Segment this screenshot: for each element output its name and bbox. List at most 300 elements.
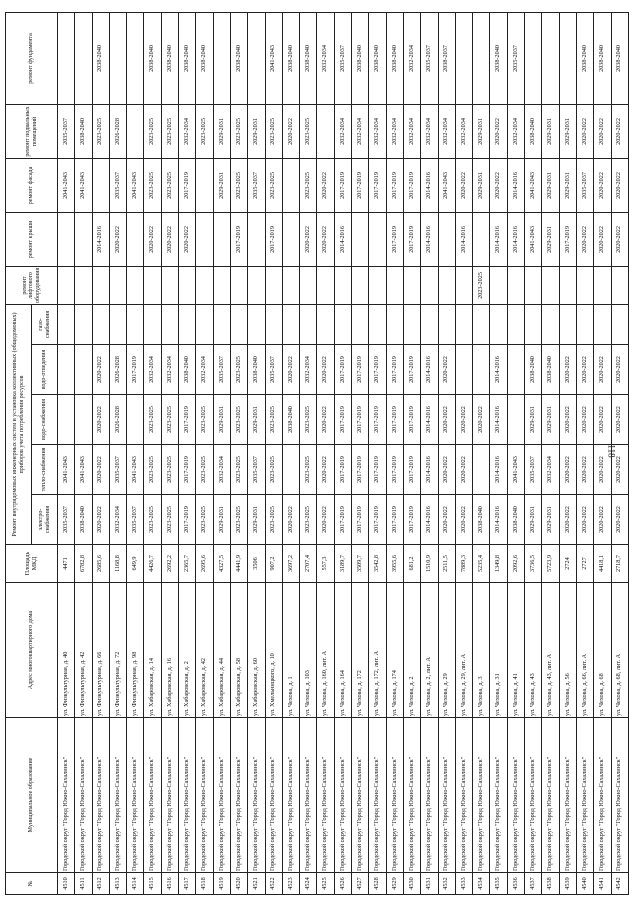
roof-cell: 2014-2016 <box>92 212 109 266</box>
roof-cell <box>352 212 369 266</box>
electric-cell: 2017-2019 <box>334 495 351 545</box>
area-cell: 681,2 <box>403 545 420 583</box>
sewer-cell: 2032-2034 <box>144 345 161 395</box>
table-row <box>109 12 126 894</box>
elevator-cell <box>92 266 109 304</box>
gas-cell <box>282 304 299 344</box>
electric-cell: 2038-2040 <box>473 495 490 545</box>
electric-cell: 2023-2025 <box>300 495 317 545</box>
water-cell: 2026-2028 <box>109 395 126 445</box>
header-area: Площадь МКД <box>6 545 58 583</box>
gas-cell <box>611 304 628 344</box>
roof-cell: 2020-2022 <box>179 212 196 266</box>
electric-cell: 2035-2037 <box>58 495 75 545</box>
elevator-cell <box>196 266 213 304</box>
basement-cell: 2029-2031 <box>213 104 230 158</box>
facade-cell: 2020-2022 <box>317 158 334 212</box>
area-cell: 3189,7 <box>334 545 351 583</box>
sewer-cell: 2020-2022 <box>92 345 109 395</box>
basement-cell <box>317 104 334 158</box>
area-cell: 7889,3 <box>455 545 472 583</box>
water-cell <box>507 395 524 445</box>
header-municipality: Муниципальное образование <box>6 718 58 873</box>
facade-cell: 2017-2019 <box>179 158 196 212</box>
electric-cell: 2017-2019 <box>369 495 386 545</box>
area-cell: 2727 <box>576 545 593 583</box>
address-cell: ул. Чехова, д. 172 <box>352 583 369 718</box>
heat-cell: 2041-2043 <box>507 445 524 495</box>
address-cell: ул. Чехова, д. 29 <box>438 583 455 718</box>
foundation-cell: 2041-2043 <box>265 12 282 104</box>
foundation-cell <box>58 12 75 104</box>
electric-cell: 2023-2025 <box>161 495 178 545</box>
table-row <box>421 12 438 894</box>
table-row <box>317 12 334 894</box>
elevator-cell <box>109 266 126 304</box>
electric-cell: 2029-2031 <box>525 495 542 545</box>
facade-cell: 2023-2025 <box>144 158 161 212</box>
municipality-cell: Городской округ "Город Южно-Сахалинск" <box>161 718 178 873</box>
row-number: 4534 <box>473 873 490 895</box>
table-row <box>282 12 299 894</box>
heat-cell: 2020-2022 <box>438 445 455 495</box>
area-cell: 1349,8 <box>490 545 507 583</box>
table-row <box>179 12 196 894</box>
sewer-cell: 2020-2022 <box>594 345 611 395</box>
elevator-cell <box>611 266 628 304</box>
gas-cell <box>594 304 611 344</box>
area-cell: 907,2 <box>265 545 282 583</box>
facade-cell: 2035-2037 <box>109 158 126 212</box>
foundation-cell <box>559 12 576 104</box>
row-number: 4529 <box>386 873 403 895</box>
gas-cell <box>403 304 420 344</box>
gas-cell <box>75 304 92 344</box>
address-cell: ул. Хабаровская, д. 2 <box>179 583 196 718</box>
elevator-cell <box>230 266 247 304</box>
facade-cell: 2017-2019 <box>334 158 351 212</box>
roof-cell <box>248 212 265 266</box>
gas-cell <box>507 304 524 344</box>
basement-cell: 2029-2031 <box>473 104 490 158</box>
heat-cell <box>282 445 299 495</box>
municipality-cell: Городской округ "Город Южно-Сахалинск" <box>282 718 299 873</box>
electric-cell: 2020-2022 <box>455 495 472 545</box>
area-cell: 2707,4 <box>300 545 317 583</box>
sewer-cell <box>58 345 75 395</box>
foundation-cell: 2032-2034 <box>317 12 334 104</box>
heat-cell: 2017-2019 <box>369 445 386 495</box>
water-cell: 2023-2025 <box>300 395 317 445</box>
basement-cell: 2032-2034 <box>403 104 420 158</box>
heat-cell: 2020-2022 <box>455 445 472 495</box>
water-cell: 2020-2022 <box>455 395 472 445</box>
address-cell: ул. Хабаровская, д. 16 <box>161 583 178 718</box>
facade-cell: 2020-2022 <box>490 158 507 212</box>
gas-cell <box>58 304 75 344</box>
row-number: 4528 <box>369 873 386 895</box>
row-number: 4523 <box>282 873 299 895</box>
area-cell: 3506 <box>248 545 265 583</box>
electric-cell: 2017-2019 <box>403 495 420 545</box>
elevator-cell <box>525 266 542 304</box>
electric-cell: 2023-2025 <box>230 495 247 545</box>
row-number: 4526 <box>334 873 351 895</box>
table-row <box>490 12 507 894</box>
area-cell: 2092,6 <box>507 545 524 583</box>
row-number: 4532 <box>438 873 455 895</box>
area-cell: 2718,7 <box>611 545 628 583</box>
municipality-cell: Городской округ "Город Южно-Сахалинск" <box>611 718 628 873</box>
row-number: 4515 <box>144 873 161 895</box>
sewer-cell: 2020-2022 <box>317 345 334 395</box>
table-row <box>352 12 369 894</box>
gas-cell <box>473 304 490 344</box>
water-cell: 2023-2025 <box>196 395 213 445</box>
row-number: 4516 <box>161 873 178 895</box>
facade-cell: 2014-2016 <box>421 158 438 212</box>
elevator-cell <box>179 266 196 304</box>
facade-cell: 2014-2016 <box>507 158 524 212</box>
foundation-cell <box>542 12 559 104</box>
address-cell: ул. Чехова, д. 160, лит. А <box>317 583 334 718</box>
gas-cell <box>265 304 282 344</box>
heat-cell: 2023-2025 <box>144 445 161 495</box>
facade-cell: 2035-2037 <box>576 158 593 212</box>
elevator-cell <box>576 266 593 304</box>
gas-cell <box>196 304 213 344</box>
roof-cell <box>213 212 230 266</box>
area-cell: 5235,4 <box>473 545 490 583</box>
basement-cell: 2020-2022 <box>611 104 628 158</box>
sewer-cell <box>507 345 524 395</box>
address-cell: ул. Чехова, д. 43, лит. А <box>542 583 559 718</box>
row-number: 4512 <box>92 873 109 895</box>
basement-cell: 2038-2040 <box>75 104 92 158</box>
sewer-cell: 2020-2022 <box>559 345 576 395</box>
gas-cell <box>144 304 161 344</box>
roof-cell: 2020-2022 <box>109 212 126 266</box>
sewer-cell: 2035-2037 <box>265 345 282 395</box>
elevator-cell <box>455 266 472 304</box>
roof-cell: 2020-2022 <box>300 212 317 266</box>
municipality-cell: Городской округ "Город Южно-Сахалинск" <box>127 718 144 873</box>
facade-cell: 2020-2022 <box>611 158 628 212</box>
elevator-cell <box>403 266 420 304</box>
row-number: 4541 <box>594 873 611 895</box>
electric-cell: 2020-2022 <box>594 495 611 545</box>
gas-cell <box>92 304 109 344</box>
table-body <box>58 12 629 894</box>
municipality-cell: Городской округ "Город Южно-Сахалинск" <box>75 718 92 873</box>
roof-cell <box>58 212 75 266</box>
table-row <box>473 12 490 894</box>
gas-cell <box>455 304 472 344</box>
table-row <box>230 12 247 894</box>
facade-cell <box>282 158 299 212</box>
municipality-cell: Городской округ "Город Южно-Сахалинск" <box>421 718 438 873</box>
foundation-cell: 2038-2040 <box>594 12 611 104</box>
basement-cell: 2023-2025 <box>144 104 161 158</box>
roof-cell <box>75 212 92 266</box>
basement-cell: 2026-2028 <box>109 104 126 158</box>
roof-cell: 2014-2016 <box>334 212 351 266</box>
facade-cell: 2023-2025 <box>161 158 178 212</box>
foundation-cell <box>75 12 92 104</box>
water-cell: 2023-2025 <box>265 395 282 445</box>
gas-cell <box>438 304 455 344</box>
address-cell: ул. Чехова, д. 56 <box>559 583 576 718</box>
water-cell: 2020-2022 <box>559 395 576 445</box>
area-cell: 6782,8 <box>75 545 92 583</box>
heat-cell: 2032-2034 <box>213 445 230 495</box>
roof-cell: 2020-2022 <box>144 212 161 266</box>
table-row <box>58 12 75 894</box>
heat-cell: 2017-2019 <box>179 445 196 495</box>
facade-cell: 2029-2031 <box>559 158 576 212</box>
municipality-cell: Городской округ "Город Южно-Сахалинск" <box>213 718 230 873</box>
elevator-cell <box>161 266 178 304</box>
address-cell: ул. Хмельницкого, д. 10 <box>265 583 282 718</box>
gas-cell <box>559 304 576 344</box>
address-cell: ул. Чехова, д. 68 <box>594 583 611 718</box>
row-number: 4520 <box>230 873 247 895</box>
foundation-cell: 2038-2040 <box>92 12 109 104</box>
gas-cell <box>576 304 593 344</box>
area-cell: 4471 <box>58 545 75 583</box>
table-row <box>75 12 92 894</box>
gas-cell <box>369 304 386 344</box>
basement-cell: 2032-2034 <box>352 104 369 158</box>
roof-cell <box>282 212 299 266</box>
table-row <box>248 12 265 894</box>
facade-cell: 2017-2019 <box>403 158 420 212</box>
sewer-cell: 2014-2016 <box>421 345 438 395</box>
electric-cell: 2023-2025 <box>144 495 161 545</box>
elevator-cell <box>352 266 369 304</box>
elevator-cell <box>490 266 507 304</box>
heat-cell: 2023-2025 <box>265 445 282 495</box>
water-cell <box>75 395 92 445</box>
electric-cell: 2020-2022 <box>92 495 109 545</box>
basement-cell: 2032-2034 <box>507 104 524 158</box>
roof-cell <box>127 212 144 266</box>
facade-cell: 2020-2022 <box>455 158 472 212</box>
heat-cell: 2032-2034 <box>542 445 559 495</box>
heat-cell <box>473 445 490 495</box>
table-row <box>611 12 628 894</box>
water-cell: 2029-2031 <box>213 395 230 445</box>
address-cell: ул. Чехова, д. 41 <box>507 583 524 718</box>
sewer-cell: 2038-2040 <box>542 345 559 395</box>
facade-cell <box>196 158 213 212</box>
address-cell: ул. Чехова, д. 164 <box>334 583 351 718</box>
sewer-cell <box>75 345 92 395</box>
elevator-cell <box>213 266 230 304</box>
heat-cell: 2020-2022 <box>594 445 611 495</box>
address-cell: ул. Физкультурная, д. 42 <box>75 583 92 718</box>
water-cell: 2020-2022 <box>438 395 455 445</box>
facade-cell: 2017-2019 <box>369 158 386 212</box>
address-cell: ул. Физкультурная, д. 66 <box>92 583 109 718</box>
header-heat: тепло-снабжения <box>32 445 58 495</box>
area-cell: 3542,8 <box>369 545 386 583</box>
roof-cell <box>438 212 455 266</box>
row-number: 4535 <box>490 873 507 895</box>
basement-cell: 2023-2025 <box>161 104 178 158</box>
facade-cell: 2041-2043 <box>127 158 144 212</box>
foundation-cell: 2038-2040 <box>179 12 196 104</box>
address-cell: ул. Чехова, д. 68, лит. А <box>611 583 628 718</box>
header-gas: газо-снабжения <box>32 304 58 344</box>
sewer-cell: 2032-2034 <box>161 345 178 395</box>
heat-cell: 2020-2022 <box>559 445 576 495</box>
basement-cell <box>127 104 144 158</box>
roof-cell: 2014-2016 <box>507 212 524 266</box>
heat-cell: 2035-2037 <box>109 445 126 495</box>
table-row <box>334 12 351 894</box>
basement-cell: 2032-2034 <box>334 104 351 158</box>
water-cell: 2023-2025 <box>230 395 247 445</box>
row-number: 4540 <box>576 873 593 895</box>
address-cell: ул. Чехова, д. 172, лит. А <box>369 583 386 718</box>
heat-cell: 2017-2019 <box>386 445 403 495</box>
foundation-cell: 2038-2040 <box>161 12 178 104</box>
electric-cell: 2014-2016 <box>421 495 438 545</box>
sewer-cell: 2017-2019 <box>334 345 351 395</box>
basement-cell: 2029-2031 <box>542 104 559 158</box>
water-cell: 2017-2019 <box>403 395 420 445</box>
row-number: 4511 <box>75 873 92 895</box>
table-row <box>559 12 576 894</box>
sewer-cell: 2023-2025 <box>230 345 247 395</box>
area-cell: 557,3 <box>317 545 334 583</box>
water-cell: 2029-2031 <box>542 395 559 445</box>
foundation-cell: 2035-2037 <box>334 12 351 104</box>
foundation-cell: 2032-2034 <box>403 12 420 104</box>
electric-cell: 2017-2019 <box>386 495 403 545</box>
row-number: 4536 <box>507 873 524 895</box>
water-cell: 2029-2031 <box>248 395 265 445</box>
address-cell: ул. Хабаровская, д. 42 <box>196 583 213 718</box>
municipality-cell: Городской округ "Город Южно-Сахалинск" <box>559 718 576 873</box>
gas-cell <box>317 304 334 344</box>
heat-cell: 2020-2022 <box>576 445 593 495</box>
table-row <box>507 12 524 894</box>
electric-cell: 2035-2037 <box>127 495 144 545</box>
area-cell: 2692,2 <box>161 545 178 583</box>
foundation-cell: 2038-2040 <box>490 12 507 104</box>
foundation-cell <box>473 12 490 104</box>
heat-cell: 2023-2025 <box>161 445 178 495</box>
basement-cell: 2032-2034 <box>386 104 403 158</box>
municipality-cell: Городской округ "Город Южно-Сахалинск" <box>403 718 420 873</box>
basement-cell: 2032-2034 <box>421 104 438 158</box>
sewer-cell: 2020-2022 <box>282 345 299 395</box>
municipality-cell: Городской округ "Город Южно-Сахалинск" <box>265 718 282 873</box>
heat-cell: 2023-2025 <box>300 445 317 495</box>
facade-cell <box>92 158 109 212</box>
roof-cell: 2020-2022 <box>317 212 334 266</box>
foundation-cell: 2035-2037 <box>421 12 438 104</box>
roof-cell: 2017-2019 <box>559 212 576 266</box>
foundation-cell <box>109 12 126 104</box>
address-cell: ул. Физкультурная, д. 40 <box>58 583 75 718</box>
heat-cell: 2020-2022 <box>317 445 334 495</box>
water-cell: 2017-2019 <box>352 395 369 445</box>
facade-cell: 2023-2025 <box>230 158 247 212</box>
sewer-cell: 2026-2028 <box>109 345 126 395</box>
water-cell: 2029-2031 <box>525 395 542 445</box>
heat-cell: 2020-2022 <box>92 445 109 495</box>
gas-cell <box>542 304 559 344</box>
water-cell: 2014-2016 <box>421 395 438 445</box>
roof-cell: 2017-2019 <box>230 212 247 266</box>
elevator-cell <box>75 266 92 304</box>
basement-cell: 2032-2034 <box>438 104 455 158</box>
foundation-cell: 2038-2040 <box>576 12 593 104</box>
roof-cell: 2020-2022 <box>611 212 628 266</box>
water-cell: 2017-2019 <box>334 395 351 445</box>
water-cell <box>58 395 75 445</box>
row-number: 4521 <box>248 873 265 895</box>
table-row <box>542 12 559 894</box>
address-cell: ул. Хабаровская, д. 58 <box>230 583 247 718</box>
municipality-cell: Городской округ "Город Южно-Сахалинск" <box>248 718 265 873</box>
table-row <box>265 12 282 894</box>
row-number: 4522 <box>265 873 282 895</box>
elevator-cell <box>248 266 265 304</box>
electric-cell: 2038-2040 <box>507 495 524 545</box>
row-number: 4530 <box>403 873 420 895</box>
table-row <box>438 12 455 894</box>
row-number: 4524 <box>300 873 317 895</box>
table-row <box>576 12 593 894</box>
address-cell: ул. Чехова, д. 103 <box>300 583 317 718</box>
area-cell: 3509,7 <box>352 545 369 583</box>
municipality-cell: Городской округ "Город Южно-Сахалинск" <box>542 718 559 873</box>
municipality-cell: Городской округ "Город Южно-Сахалинск" <box>438 718 455 873</box>
roof-cell <box>196 212 213 266</box>
basement-cell: 2020-2022 <box>490 104 507 158</box>
area-cell: 4418,1 <box>594 545 611 583</box>
roof-cell: 2017-2019 <box>265 212 282 266</box>
foundation-cell: 2038-2040 <box>230 12 247 104</box>
address-cell: ул. Физкультурная, д. 98 <box>127 583 144 718</box>
water-cell: 2020-2022 <box>473 395 490 445</box>
municipality-cell: Городской округ "Город Южно-Сахалинск" <box>144 718 161 873</box>
rotated-page <box>5 13 623 895</box>
sewer-cell: 2038-2040 <box>525 345 542 395</box>
sewer-cell: 2032-2034 <box>300 345 317 395</box>
header-num: № <box>6 873 58 895</box>
row-number: 4514 <box>127 873 144 895</box>
elevator-cell <box>317 266 334 304</box>
facade-cell: 2017-2019 <box>352 158 369 212</box>
electric-cell: 2020-2022 <box>438 495 455 545</box>
heat-cell: 2017-2019 <box>352 445 369 495</box>
table-row <box>594 12 611 894</box>
foundation-cell: 2035-2037 <box>507 12 524 104</box>
header-foundation: ремонт фундамента <box>6 12 58 104</box>
row-number: 4518 <box>196 873 213 895</box>
gas-cell <box>525 304 542 344</box>
electric-cell: 2020-2022 <box>317 495 334 545</box>
gas-cell <box>248 304 265 344</box>
sewer-cell: 2038-2040 <box>179 345 196 395</box>
municipality-cell: Городской округ "Город Южно-Сахалинск" <box>525 718 542 873</box>
elevator-cell <box>386 266 403 304</box>
